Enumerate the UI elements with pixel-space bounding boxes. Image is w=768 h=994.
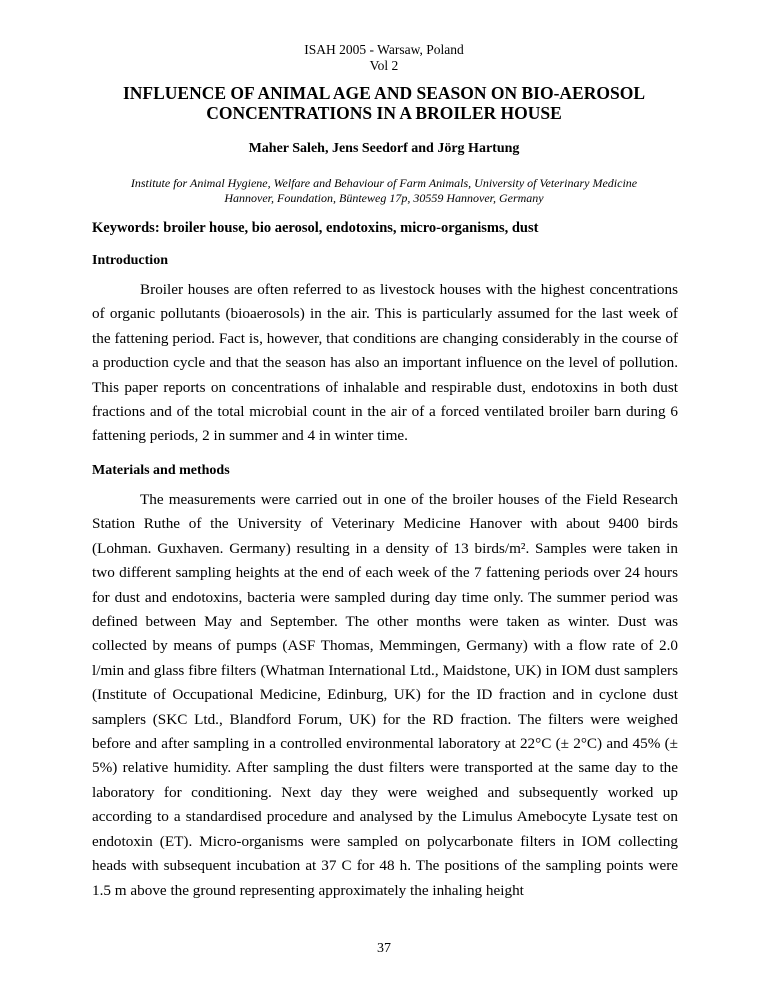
affiliation-line-2: Hannover, Foundation, Bünteweg 17p, 30559 Hannover, Germany	[224, 191, 544, 205]
paper-affiliation	[0, 176, 768, 206]
section-body-materials-methods: The measurements were carried out in one of the broiler houses of the Field Research Station Ruthe of the University of Veterinary Medicine Hanover with about 9400 birds (Lohman. Guxhaven. Germany) resulting in a density of 13 birds/m². Samples were taken in two different sampling heights at the end of each week of the 7 fattening periods over 24 hours for dust and endotoxins, bacteria were sampled during day time only. The summer period was defined between May and September. The other months were taken as winter. Dust was collected by means of pumps (ASF Thomas, Memmingen, Germany) with a flow rate of 2.0 l/min and glass fibre filters (Whatman International Ltd., Maidstone, UK) in IOM dust samplers (Institute of Occupational Medicine, Edinburg, UK) for the ID fraction and in cyclone dust samplers (SKC Ltd., Blandford Forum, UK) for the RD fraction. The filters were weighed before and after sampling in a controlled environmental laboratory at 22°C (± 2°C) and 45% (± 5%) relative humidity. After sampling the dust filters were transported at the same day to the laboratory for conditioning. Next day they were weighed and subsequently worked up according to a standardised procedure and analysed by the Limulus Amebocyte Lysate test on endotoxin (ET). Micro-organisms were sampled on polycarbonate filters in IOM collecting heads with subsequent incubation at 37 C for 48 h. The positions of the sampling points were 1.5 m above the ground representing approximately the inhaling height	[92, 491, 678, 899]
paper-authors: Maher Saleh, Jens Seedorf and Jörg Hartung	[248, 141, 520, 156]
section-body-introduction: Broiler houses are often referred to as livestock houses with the highest concentrations of organic pollutants (bioaerosols) in the air. This is particularly assumed for the last week of the fattening period. Fact is, however, that conditions are changing considerably in the course of a production cycle and that the season has also an important influence on the level of pollution. This paper reports on concentrations of inhalable and respirable dust, endotoxins in both dust fractions and of the total microbial count in the air of a forced ventilated broiler barn during 6 fattening periods, 2 in summer and 4 in winter time.	[92, 281, 678, 445]
paper-title-line-1: INFLUENCE OF ANIMAL AGE AND SEASON ON BIO-AEROSOL	[122, 83, 645, 103]
volume-header: Vol 2	[369, 58, 399, 73]
conference-header: ISAH 2005 - Warsaw, Poland	[304, 42, 464, 57]
paper-keywords: Keywords: broiler house, bio aerosol, endotoxins, micro-organisms, dust	[92, 220, 539, 236]
paper-title-line-2: CONCENTRATIONS IN A BROILER HOUSE	[206, 103, 562, 123]
page-number: 37	[377, 941, 391, 956]
affiliation-line-1: Institute for Animal Hygiene, Welfare and Behaviour of Farm Animals, University of Veterinary Medicine	[130, 176, 638, 190]
section-heading-materials-methods: Materials and methods	[92, 463, 230, 478]
section-heading-introduction: Introduction	[92, 253, 168, 268]
paper-title	[0, 83, 768, 123]
